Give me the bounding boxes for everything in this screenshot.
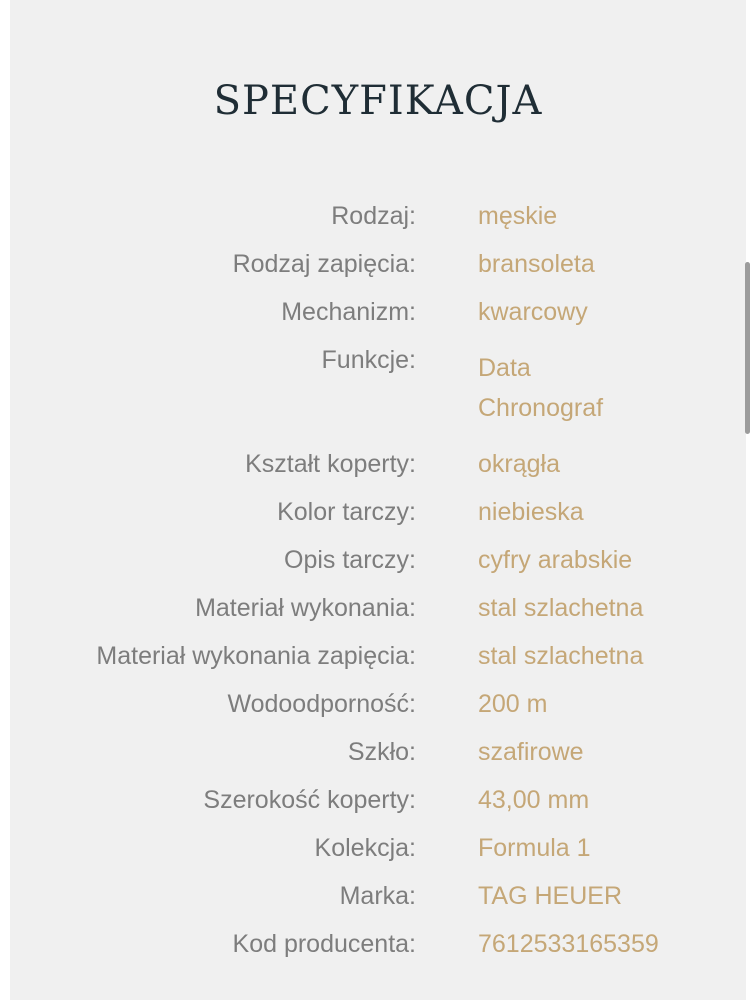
spec-value: stal szlachetna: [478, 642, 644, 670]
spec-value: 200 m: [478, 690, 548, 718]
spec-row-ksztalt-koperty: [0, 444, 756, 492]
spec-row-opis-tarczy: [0, 540, 756, 588]
spec-row-szklo: [0, 732, 756, 780]
spec-row-rodzaj: [0, 196, 756, 244]
spec-value: Formula 1: [478, 834, 591, 862]
spec-value: okrągła: [478, 450, 560, 478]
spec-list: [0, 196, 756, 972]
spec-value: TAG HEUER: [478, 882, 622, 910]
spec-value: kwarcowy: [478, 298, 588, 326]
spec-label: Szkło:: [347, 738, 416, 766]
spec-value: Data: [478, 354, 531, 382]
spec-label: Kolekcja:: [314, 834, 416, 862]
spec-row-rodzaj-zapiecia: [0, 244, 756, 292]
spec-row-material-wykonania: [0, 588, 756, 636]
spec-label: Materiał wykonania zapięcia:: [96, 642, 416, 670]
spec-label: Kod producenta:: [232, 930, 416, 958]
spec-label: Funkcje:: [321, 346, 416, 374]
spec-value: bransoleta: [478, 250, 595, 278]
spec-row-marka: [0, 876, 756, 924]
spec-value: cyfry arabskie: [478, 546, 633, 574]
spec-row-kod-producenta: [0, 924, 756, 972]
spec-value-list: [478, 348, 603, 428]
spec-value: męskie: [478, 202, 558, 230]
spec-row-kolor-tarczy: [0, 492, 756, 540]
spec-label: Opis tarczy:: [284, 546, 416, 574]
spec-row-material-wykonania-zapiecia: [0, 636, 756, 684]
spec-label: Kształt koperty:: [245, 450, 416, 478]
spec-row-mechanizm: [0, 292, 756, 340]
spec-row-wodoodpornosc: [0, 684, 756, 732]
spec-label: Rodzaj zapięcia:: [232, 250, 416, 278]
spec-value: szafirowe: [478, 738, 584, 766]
spec-label: Mechanizm:: [281, 298, 416, 326]
spec-value: 7612533165359: [478, 930, 659, 958]
spec-value: niebieska: [478, 498, 584, 526]
spec-label: Rodzaj:: [331, 202, 416, 230]
spec-value: stal szlachetna: [478, 594, 644, 622]
spec-label: Wodoodporność:: [227, 690, 416, 718]
spec-value: Chronograf: [478, 394, 604, 422]
spec-value: 43,00 mm: [478, 786, 590, 814]
spec-label: Szerokość koperty:: [203, 786, 416, 814]
spec-row-kolekcja: [0, 828, 756, 876]
spec-row-szerokosc-koperty: [0, 780, 756, 828]
section-title: SPECYFIKACJA: [213, 78, 543, 124]
spec-label: Materiał wykonania:: [195, 594, 416, 622]
scrollbar-thumb[interactable]: [745, 262, 750, 434]
spec-label: Kolor tarczy:: [277, 498, 416, 526]
spec-label: Marka:: [339, 882, 416, 910]
spec-row-funkcje: [0, 340, 756, 444]
